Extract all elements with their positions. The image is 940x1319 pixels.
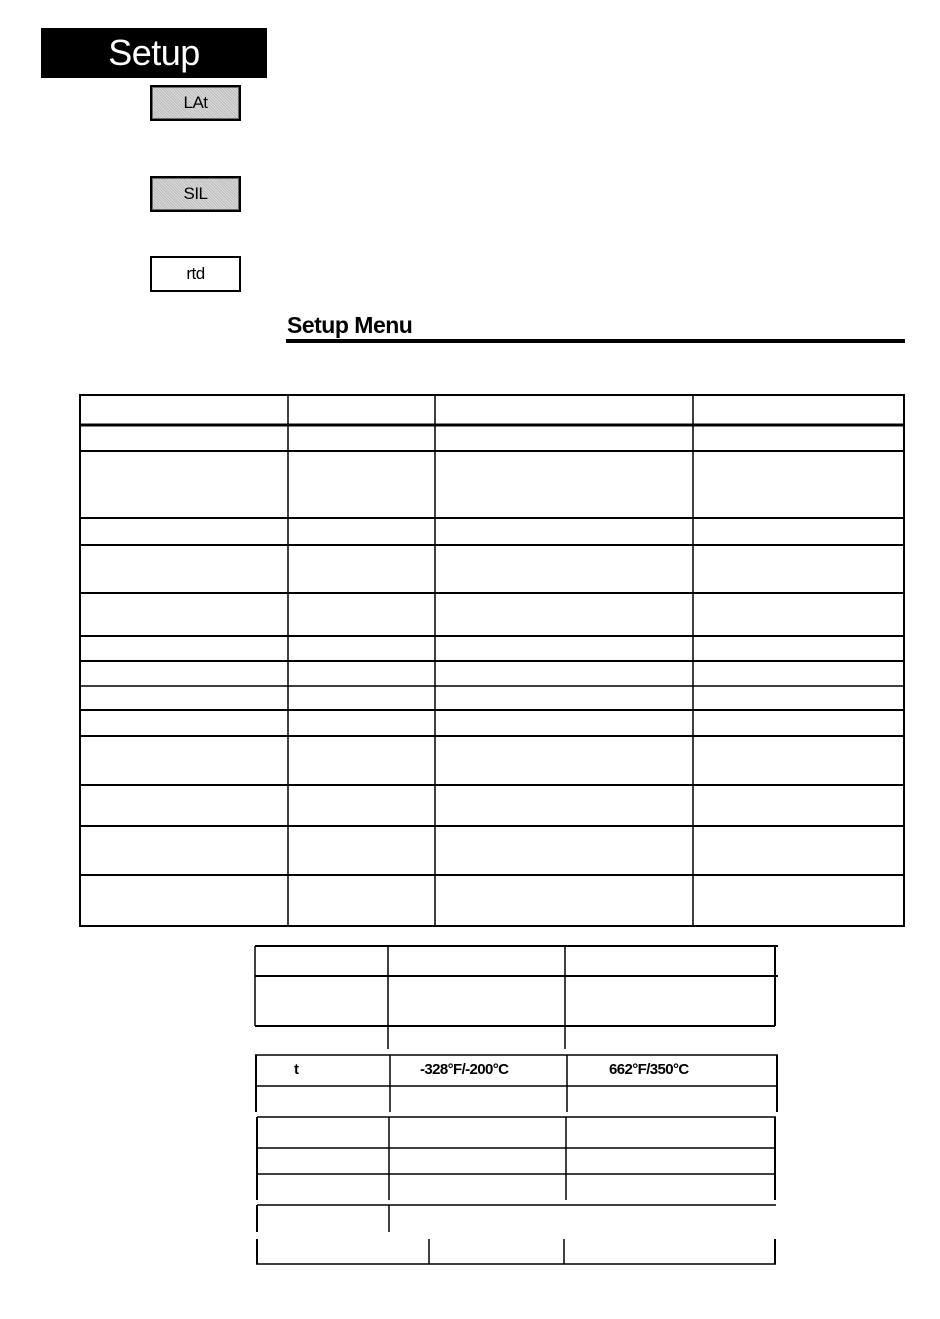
rtd-key[interactable]: rtd [150,256,241,292]
section-title: Setup Menu [287,312,413,338]
range-row-label: t [294,1061,299,1078]
range-max-value: 662°F/350°C [609,1061,689,1078]
lat-key[interactable]: LAt [150,85,241,121]
sil-key[interactable]: SIL [150,176,241,212]
range-min-value: -328°F/-200°C [420,1061,509,1078]
setup-tab: Setup [41,28,267,78]
range-table [255,946,778,1264]
setup-menu-table [80,395,904,926]
